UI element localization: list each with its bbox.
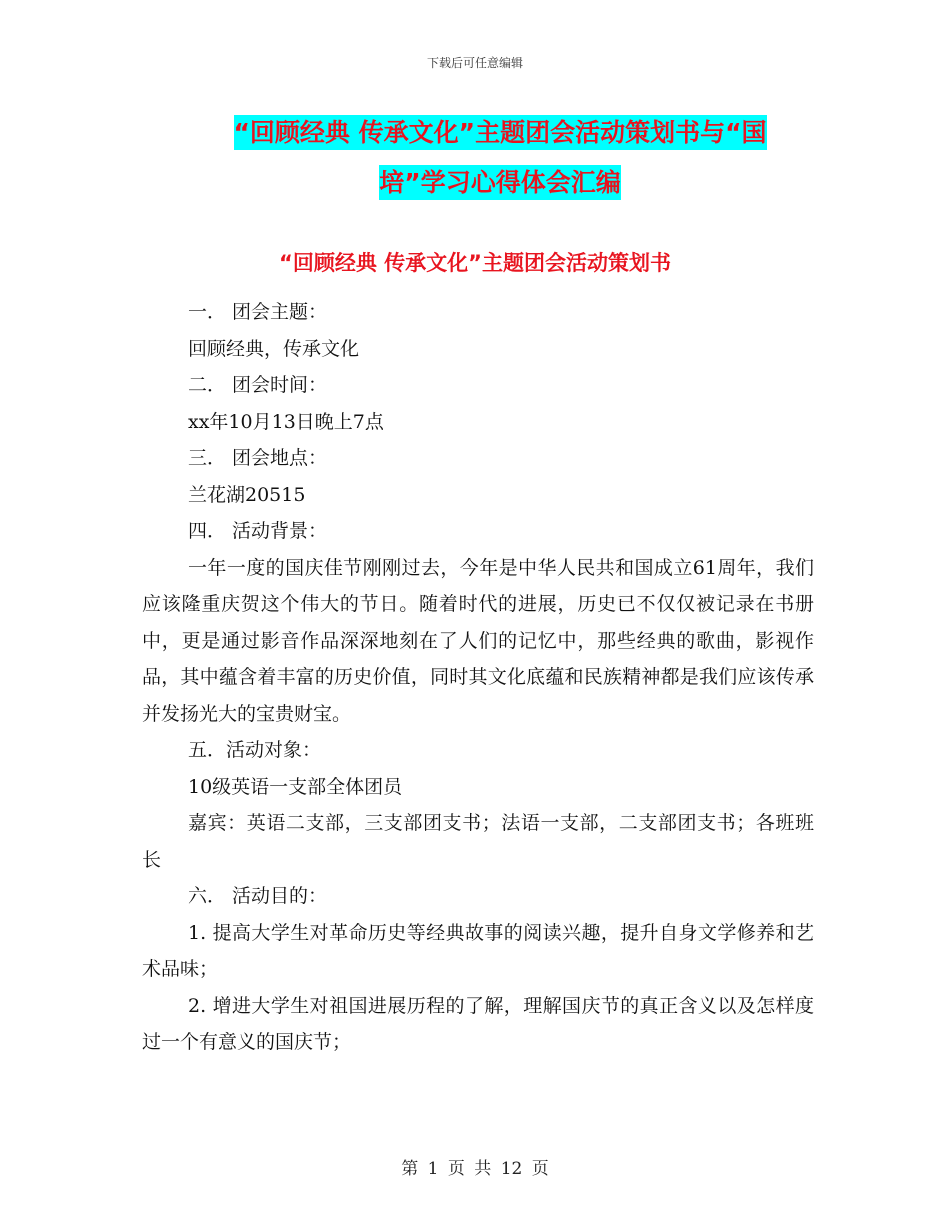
time-text: xx年10月13日晚上7点 [188, 410, 384, 433]
audience-text: 10级英语一支部全体团员 [188, 775, 403, 798]
purpose-item-2: 2. 增进大学生对祖国进展历程的了解，理解国庆节的真正含义以及怎样度过一个有意义的国庆节； [142, 994, 814, 1053]
heading-theme: 一． 团会主题： [188, 301, 328, 323]
heading-audience: 五．活动对象： [188, 739, 322, 761]
document-title [200, 108, 800, 208]
heading-purpose: 六． 活动目的： [188, 885, 328, 907]
header-note: 下载后可任意编辑 [426, 56, 523, 70]
theme-text: 回顾经典，传承文化 [188, 337, 360, 360]
background-paragraph: 一年一度的国庆佳节刚刚过去，今年是中华人民共和国成立61周年，我们应该隆重庆贺这个伟大的节日。随着时代的进展，历史已不仅仅被记录在书册中，更是通过影音作品深深地刻在了人们的记忆中，那些经典的歌曲，影视作品，其中蕴含着丰富的历史价值，同时其文化底蕴和民族精神都是我们应该传承并发扬光大的宝贵财宝。 [142, 556, 814, 725]
document-title-line-1: “回顾经典 传承文化”主题团会活动策划书与“国 [234, 115, 767, 150]
heading-time: 二． 团会时间： [188, 374, 328, 396]
section-title: “回顾经典 传承文化”主题团会活动策划书 [279, 251, 671, 275]
page-footer: 第 1 页 共 12 页 [401, 1159, 549, 1179]
document-body [142, 294, 814, 1061]
document-title-line-2: 培”学习心得体会汇编 [379, 165, 620, 200]
location-text: 兰花湖20515 [188, 483, 306, 506]
heading-background: 四． 活动背景： [188, 520, 328, 542]
heading-location: 三． 团会地点： [188, 447, 328, 469]
purpose-item-1: 1. 提高大学生对革命历史等经典故事的阅读兴趣，提升自身文学修养和艺术品味； [142, 921, 814, 980]
guests-paragraph: 嘉宾：英语二支部，三支部团支书；法语一支部，二支部团支书；各班班长 [142, 812, 814, 871]
